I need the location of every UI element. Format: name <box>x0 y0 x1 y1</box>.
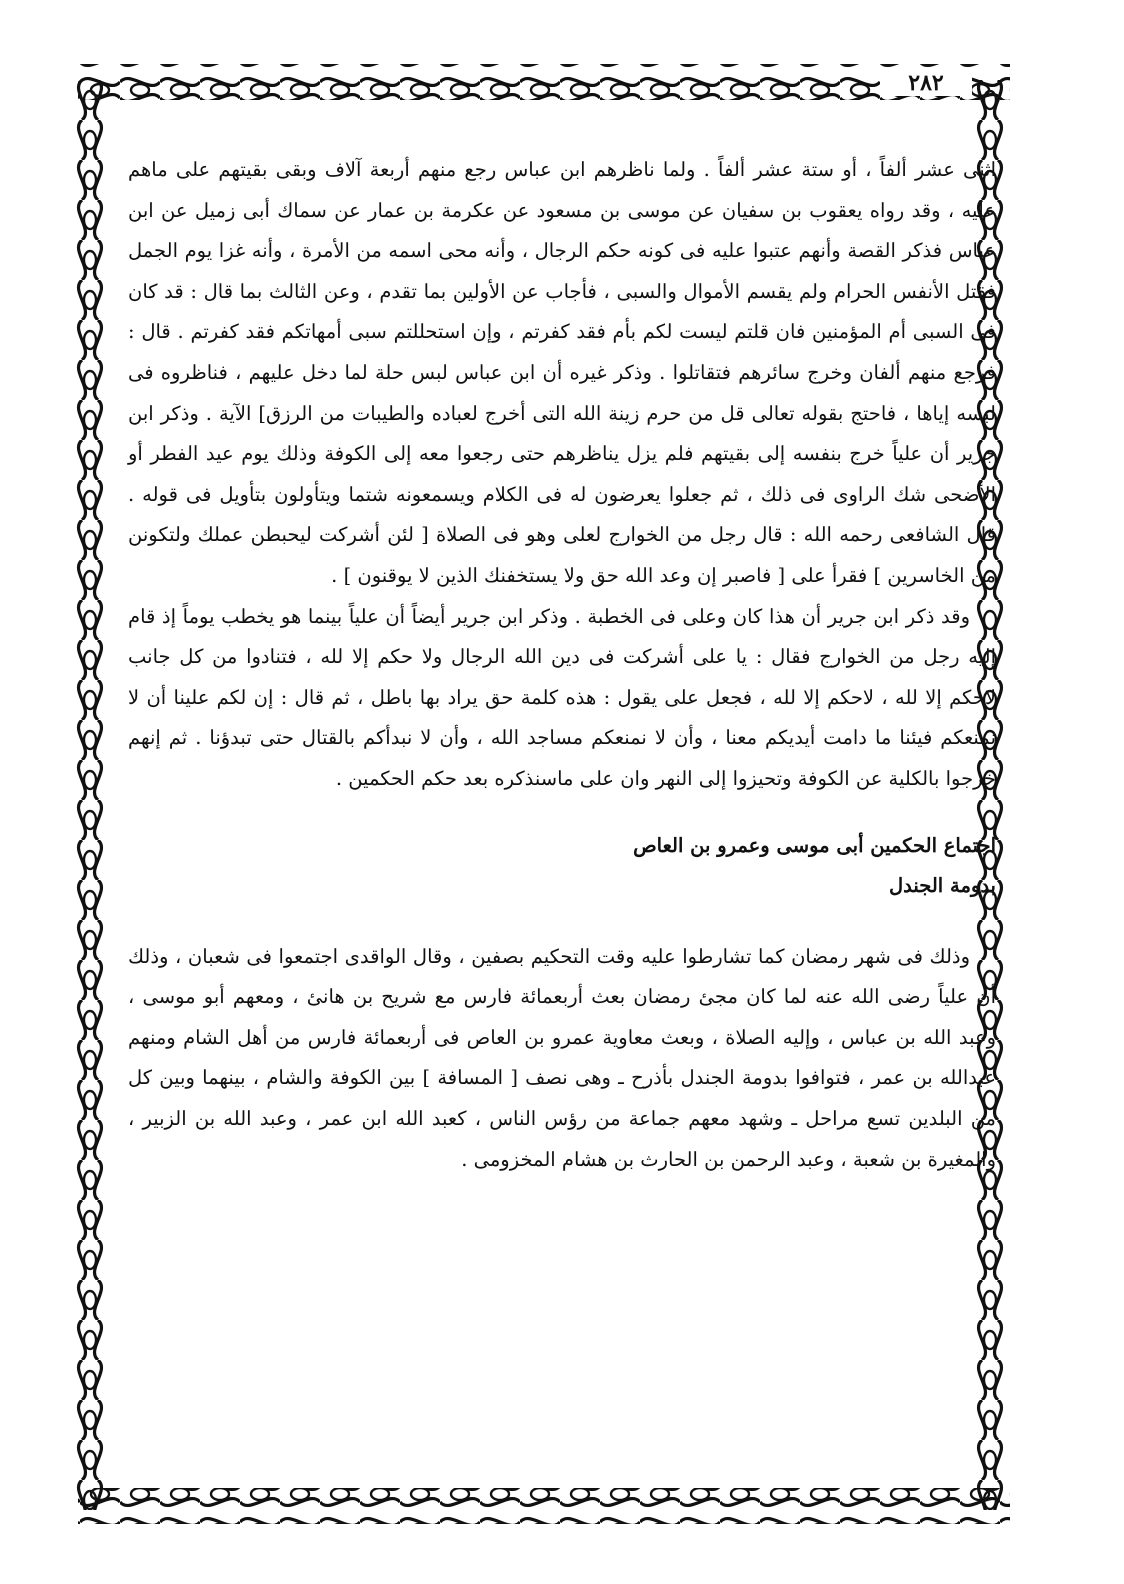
section-heading-line-2: بدومة الجندل <box>888 874 996 898</box>
border-top <box>78 64 1010 100</box>
section-heading <box>128 826 996 907</box>
paragraph-3: وذلك فى شهر رمضان كما تشارطوا عليه وقت التحكيم بصفين ، وقال الواقدى اجتمعوا فى شعبان ، وذلك أن علياً رضى الله عنه لما كان مجئ رمضان بعث أربعمائة فارس مع شريح بن هانئ ، ومعهم أبو موسى ، وعبد الله بن عباس ، وإليه الصلاة ، وبعث معاوية عمرو بن العاص فى أربعمائة فارس من أهل الشام ومنهم عبدالله بن عمر ، فتوافوا بدومة الجندل بأذرح ـ وهى نصف [ المسافة ] بين الكوفة والشام ، بينهما وبين كل من البلدين تسع مراحل ـ وشهد معهم جماعة من رؤس الناس ، كعبد الله ابن عمر ، وعبد الله بن الزبير ، والمغيرة بن شعبة ، وعبد الرحمن بن الحارث بن هشام المخزومى . <box>128 944 996 1171</box>
paragraph-1: اثنى عشر ألفاً ، أو ستة عشر ألفاً . ولما ناظرهم ابن عباس رجع منهم أربعة آلاف وبقى بقيتهم على ماهم عليه ، وقد رواه يعقوب بن سفيان عن موسى بن مسعود عن عكرمة بن عمار عن سماك أبى زميل عن ابن عباس فذكر القصة وأنهم عتبوا عليه فى كونه حكم الرجال ، وأنه محى اسمه من الأمرة ، وأنه غزا يوم الجمل فقتل الأنفس الحرام ولم يقسم الأموال والسبى ، فأجاب عن الأولين بما تقدم ، وعن الثالث بما قال : قد كان فى السبى أم المؤمنين فان قلتم ليست لكم بأم فقد كفرتم ، وإن استحللتم سبى أمهاتكم فقد كفرتم . قال : فرجع منهم ألفان وخرج سائرهم فتقاتلوا . وذكر غيره أن ابن عباس لبس حلة لما دخل عليهم ، فناظروه فى لبسه إياها ، فاحتج بقوله تعالى قل من حرم زينة الله التى أخرج لعباده والطيبات من الرزق] الآية . وذكر ابن جرير أن علياً خرج بنفسه إلى بقيتهم فلم يزل يناظرهم حتى رجعوا معه إلى الكوفة وذلك يوم عيد الفطر أو الأضحى شك الراوى فى ذلك ، ثم جعلوا يعرضون له فى الكلام ويسمعونه شتما ويتأولون بتأويل فى قوله . قال الشافعى رحمه الله : قال رجل من الخوارج لعلى وهو فى الصلاة [ لئن أشركت ليحبطن عملك ولتكونن من الخاسرين ] فقرأ على [ فاصبر إن وعد الله حق ولا يستخفنك الذين لا يوقنون ] . <box>128 158 996 587</box>
border-bottom <box>78 1488 1010 1524</box>
border-left <box>74 80 110 1510</box>
page-number: ٢٨٢ <box>880 70 972 96</box>
section-heading-line-1: اجتماع الحكمين أبى موسى وعمرو بن العاص <box>633 833 996 857</box>
page-body <box>128 150 996 1450</box>
paragraph-2: وقد ذكر ابن جرير أن هذا كان وعلى فى الخطبة . وذكر ابن جرير أيضاً أن علياً بينما هو يخطب يوماً إذ قام إليه رجل من الخوارج فقال : يا على أشركت فى دين الله الرجال ولا حكم إلا لله ، فتنادوا من كل جانب لاحكم إلا لله ، لاحكم إلا لله ، فجعل على يقول : هذه كلمة حق يراد بها باطل ، ثم قال : إن لكم علينا أن لا نمنعكم فيئنا ما دامت أيديكم معنا ، وأن لا نمنعكم مساجد الله ، وأن لا نبدأكم بالقتال حتى تبدؤنا . ثم إنهم خرجوا بالكلية عن الكوفة وتحيزوا إلى النهر وان على ماسنذكره بعد حكم الحكمين . <box>128 604 996 790</box>
